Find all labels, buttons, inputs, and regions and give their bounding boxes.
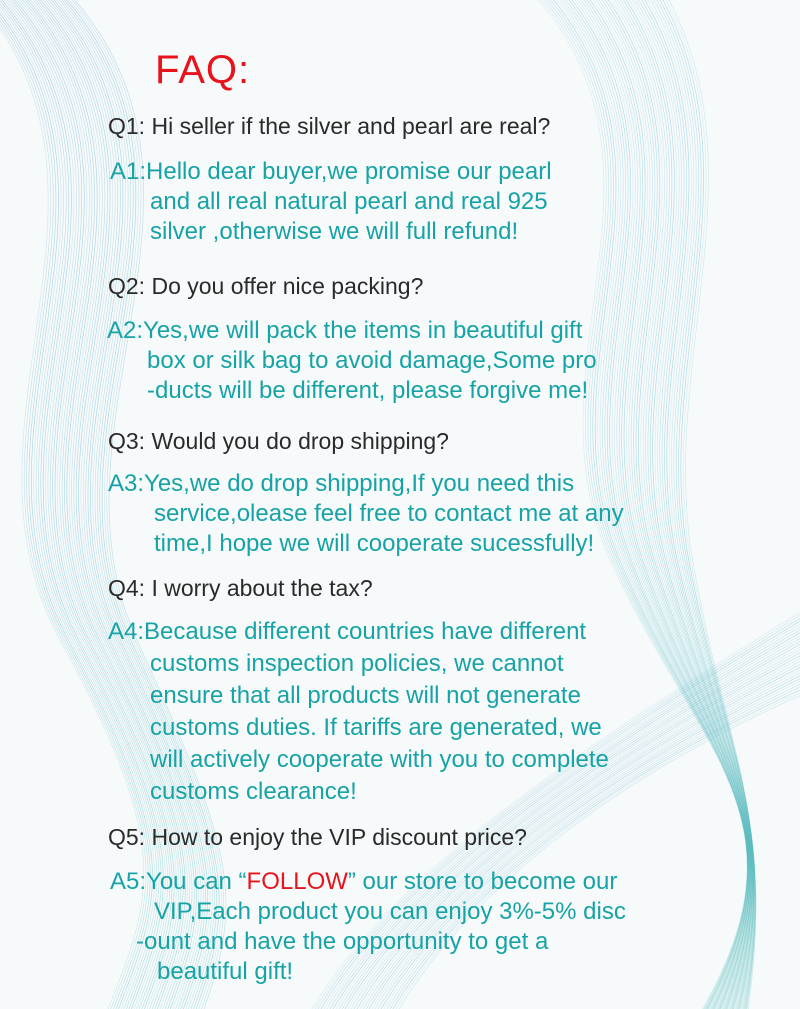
question-2: Q2: Do you offer nice packing? xyxy=(108,273,424,299)
answer-4-line: will actively cooperate with you to complete xyxy=(150,746,609,773)
answer-1-line: and all real natural pearl and real 925 xyxy=(150,188,548,215)
question-3: Q3: Would you do drop shipping? xyxy=(108,428,449,454)
answer-5-prefix: A5:You can “ xyxy=(110,868,247,895)
answer-1 xyxy=(110,157,552,247)
question-5: Q5: How to enjoy the VIP discount price? xyxy=(108,824,527,850)
answer-4-line: A4:Because different countries have different xyxy=(108,618,587,645)
answer-2 xyxy=(107,316,597,406)
answer-4 xyxy=(108,616,609,808)
answer-3-line: service,olease feel free to contact me at any xyxy=(154,500,624,527)
answer-2-line: box or silk bag to avoid damage,Some pro xyxy=(147,347,597,374)
answer-1-line: A1:Hello dear buyer,we promise our pearl xyxy=(110,158,552,185)
answer-3-line: A3:Yes,we do drop shipping,If you need this xyxy=(108,470,575,497)
question-1: Q1: Hi seller if the silver and pearl are real? xyxy=(108,113,551,139)
answer-2-line: -ducts will be different, please forgive me! xyxy=(147,377,589,404)
answer-5-line xyxy=(110,868,617,895)
answer-5-line: beautiful gift! xyxy=(157,958,294,985)
follow-highlight: FOLLOW xyxy=(246,868,348,895)
answer-5 xyxy=(110,867,626,987)
answer-5-line: VIP,Each product you can enjoy 3%-5% disc xyxy=(154,898,626,925)
answer-4-line: customs clearance! xyxy=(150,778,357,805)
answer-1-line: silver ,otherwise we will full refund! xyxy=(150,218,519,245)
answer-5-suffix: ” our store to become our xyxy=(347,868,618,895)
answer-5-line: -ount and have the opportunity to get a xyxy=(136,928,549,955)
faq-title: FAQ: xyxy=(155,48,251,92)
answer-2-line: A2:Yes,we will pack the items in beautiful gift xyxy=(107,317,583,344)
answer-4-line: customs inspection policies, we cannot xyxy=(150,650,564,677)
answer-3 xyxy=(108,469,624,559)
answer-4-line: customs duties. If tariffs are generated, we xyxy=(150,714,602,741)
question-4: Q4: I worry about the tax? xyxy=(108,575,373,601)
answer-4-line: ensure that all products will not generate xyxy=(150,682,581,709)
answer-3-line: time,I hope we will cooperate sucessfully! xyxy=(154,530,595,557)
